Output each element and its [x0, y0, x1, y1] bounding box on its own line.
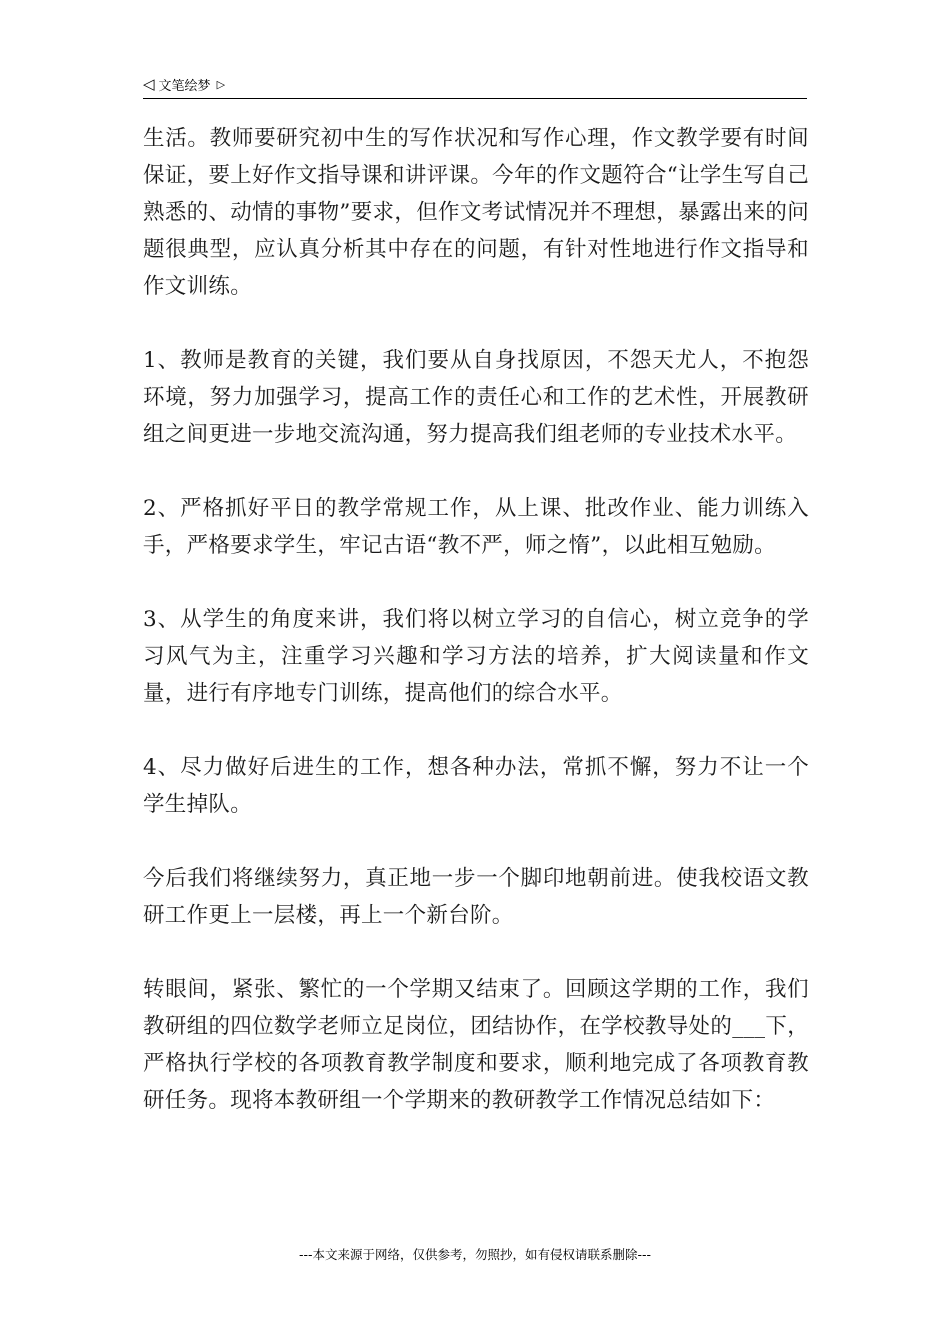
paragraph-math-summary: 转眼间，紧张、繁忙的一个学期又结束了。回顾这学期的工作，我们教研组的四位数学老师立足岗位，团结协作，在学校教导处的___下，严格执行学校的各项教育教学制度和要求，顺利地完成了各项教育教研任务。现将本教研组一个学期来的教研教学工作情况总结如下： [143, 977, 809, 1113]
header-title: 文笔绘梦 [158, 78, 211, 94]
triangle-left-icon: ◁ [143, 74, 155, 93]
paragraph-point-1: 1、教师是教育的关键，我们要从自身找原因，不怨天尤人，不抱怨环境，努力加强学习，提高工作的责任心和工作的艺术性，开展教研组之间更进一步地交流沟通，努力提高我们组老师的专业技术水平。 [143, 348, 809, 447]
paragraph-conclusion: 今后我们将继续努力，真正地一步一个脚印地朝前进。使我校语文教研工作更上一层楼，再上一个新台阶。 [143, 866, 809, 928]
page-header [143, 70, 807, 99]
paragraph-point-2: 2、严格抓好平日的教学常规工作，从上课、批改作业、能力训练入手，严格要求学生，牢记古语“教不严，师之惰”，以此相互勉励。 [143, 496, 809, 558]
paragraph-point-4: 4、尽力做好后进生的工作，想各种办法，常抓不懈，努力不让一个学生掉队。 [143, 755, 809, 817]
document-body [143, 120, 809, 1119]
footer-disclaimer: ---本文来源于网络，仅供参考，勿照抄，如有侵权请联系删除--- [298, 1247, 652, 1262]
paragraph-point-3: 3、从学生的角度来讲，我们将以树立学习的自信心，树立竞争的学习风气为主，注重学习兴趣和学习方法的培养，扩大阅读量和作文量，进行有序地专门训练，提高他们的综合水平。 [143, 607, 809, 706]
triangle-right-icon: ▷ [216, 77, 226, 91]
paragraph-intro: 生活。教师要研究初中生的写作状况和写作心理，作文教学要有时间保证，要上好作文指导课和讲评课。今年的作文题符合“让学生写自己熟悉的、动情的事物”要求，但作文考试情况并不理想，暴露出来的问题很典型，应认真分析其中存在的问题，有针对性地进行作文指导和作文训练。 [143, 126, 809, 299]
